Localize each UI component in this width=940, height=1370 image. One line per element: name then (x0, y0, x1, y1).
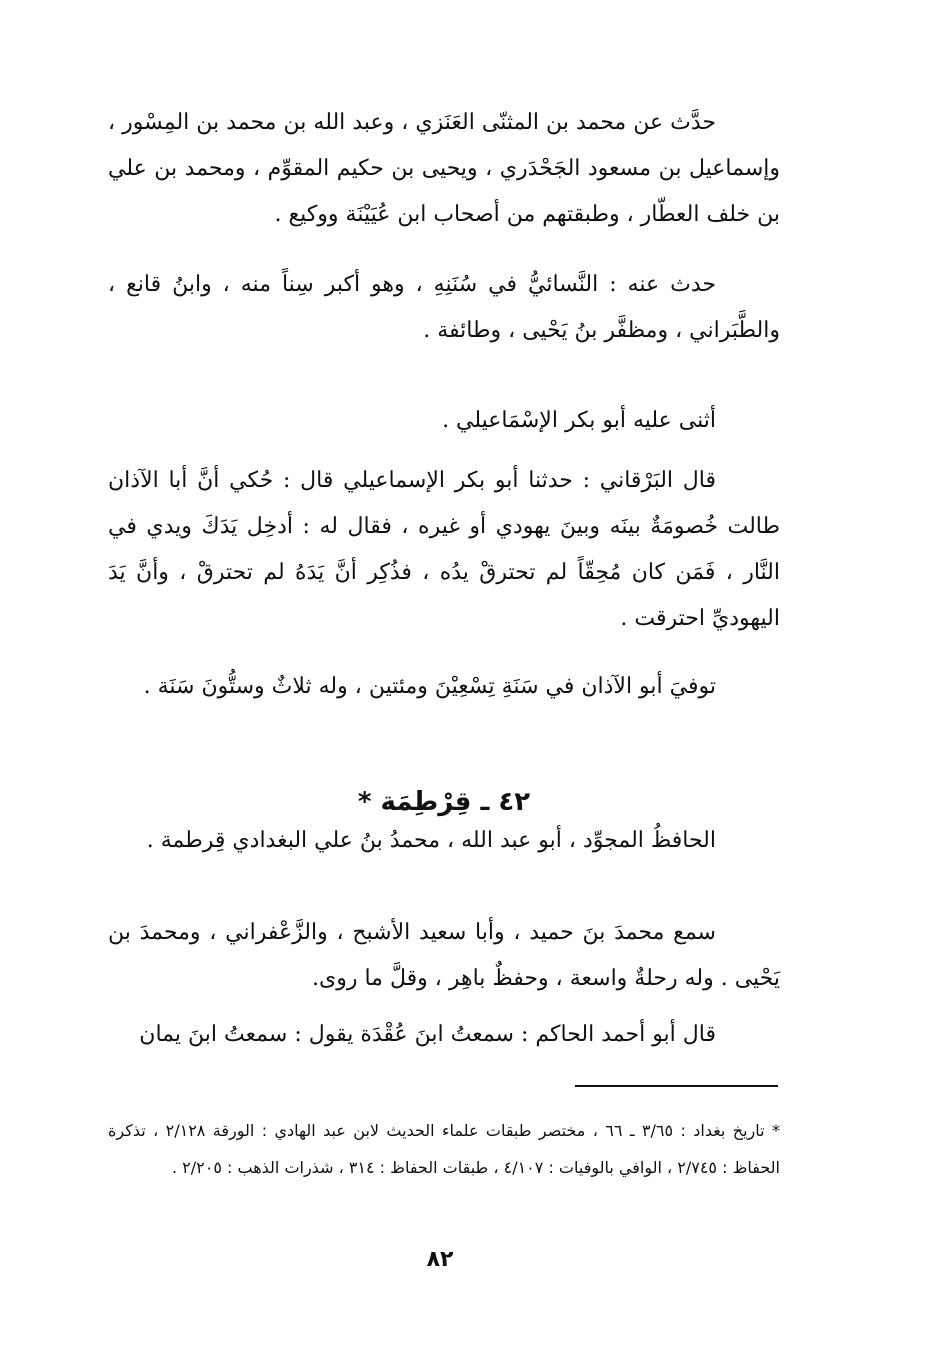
paragraph-death: توفيَ أبو الآذان في سَنَةِ تِسْعِيْنَ ومئتين ، وله ثلاثٌ وستُّونَ سَنَة . (143, 674, 716, 699)
paragraph-praise: أثنى عليه أبو بكر الإسْمَاعيلي . (442, 408, 716, 433)
paragraph-narrated-by: حدث عنه : النَّسائيُّ في سُنَنِهِ ، وهو أكبر سِناً منه ، وابنُ قانع ، والطَّبَراني ، ومظفَّر بنُ يَحْيى ، وطائفة . (108, 272, 780, 343)
section-heading: ٤٢ ـ قِرْطِمَة * (357, 786, 531, 817)
paragraph-hakim-quote: قال أبو أحمد الحاكم : سمعتُ ابنَ عُقْدَة يقول : سمعتُ ابنَ يمان (139, 1022, 716, 1047)
paragraph-anecdote: قال البَرْقاني : حدثنا أبو بكر الإسماعيلي قال : حُكي أنَّ أبا الآذان طالت خُصومَةٌ بينَه وبينَ يهودي أو غيره ، فقال له : أدخِل يَدَكَ ويدي في النَّار ، فَمَن كان مُحِقّاً لم تحترقْ يدُه ، فذُكِر أنَّ يَدَهُ لم تحترقْ ، وأنَّ يَدَ اليهوديِّ احترقت . (108, 468, 780, 631)
footnote-sources: * تاريخ بغداد : ٣/٦٥ ـ ٦٦ ، مختصر طبقات علماء الحديث لابن عبد الهادي : الورقة ٢/١٢٨ ، تذكرة الحفاظ : ٢/٧٤٥ ، الوافي بالوفيات : ٤/١٠٧ ، طبقات الحفاظ : ٣١٤ ، شذرات الذهب : ٢/٢٠٥ . (108, 1121, 781, 1177)
paragraph-heard-from: سمع محمدَ بنَ حميد ، وأبا سعيد الأشبح ، والزَّعْفراني ، ومحمدَ بن يَحْيى . وله رحلةٌ واسعة ، وحفظٌ باهِر ، وقلَّ ما روى. (108, 920, 780, 991)
paragraph-biography-intro: الحافظُ المجوِّد ، أبو عبد الله ، محمدُ بنُ علي البغدادي قِرطمة . (146, 828, 716, 853)
footnote-divider (575, 1085, 778, 1087)
page-number: ٨٢ (426, 1247, 454, 1272)
paragraph-narrated-from: حدَّث عن محمد بن المثنّى العَنَزي ، وعبد الله بن محمد بن المِسْور ، وإسماعيل بن مسعود الجَحْدَري ، ويحيى بن حكيم المقوِّم ، ومحمد بن علي بن خلف العطّار ، وطبقتهم من أصحاب ابن عُيَيْنَة ووكيع . (108, 110, 780, 227)
